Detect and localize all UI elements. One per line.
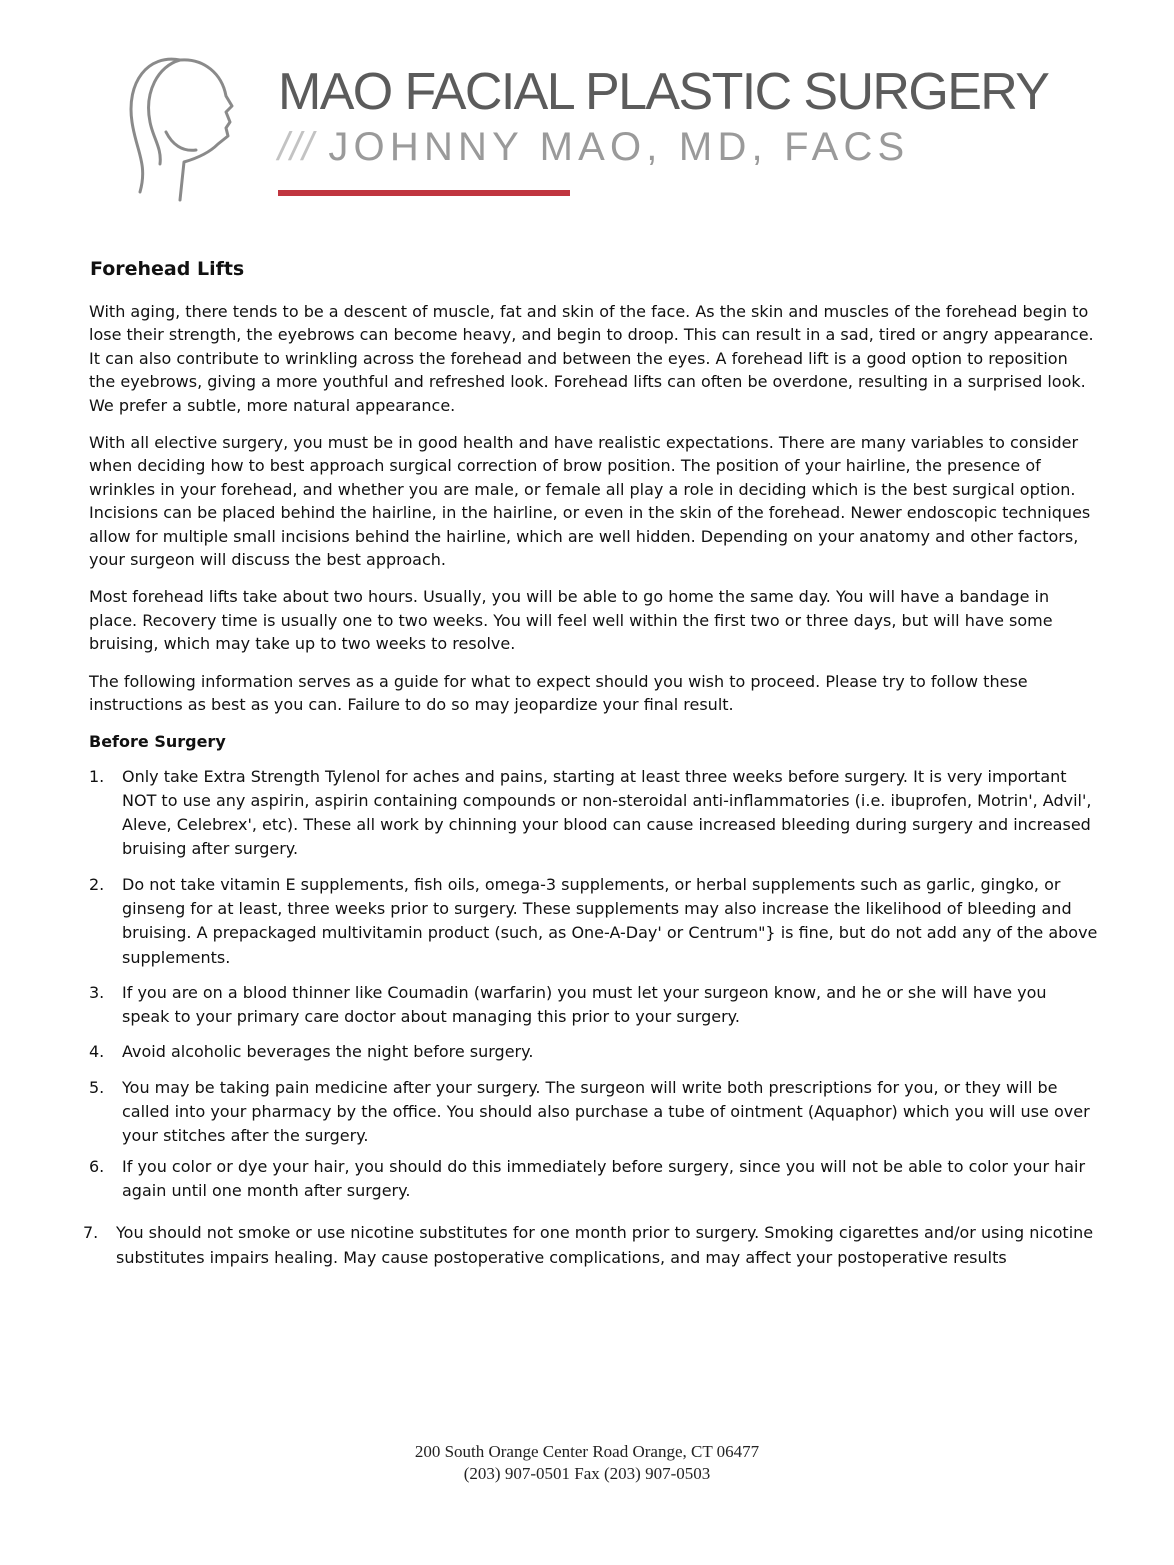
- guide-paragraph: The following information serves as a guide for what to expect should you wish to proceed. Please try to follow these instructions as best as you can. Failure to do so may jeopardize your final result.: [89, 671, 1028, 715]
- brand-slashes: ///: [278, 125, 315, 169]
- list-text: Avoid alcoholic beverages the night before surgery.: [122, 1042, 534, 1062]
- section-title: Before Surgery: [89, 731, 226, 751]
- list-item: [83, 1221, 1099, 1270]
- document-body: [83, 256, 1099, 1281]
- footer-address: 200 South Orange Center Road Orange, CT 06477: [414, 1442, 760, 1461]
- list-text: Do not take vitamin E supplements, fish oils, omega-3 supplements, or herbal supplements such as garlic, gingko, or ginseng for at least, three weeks prior to surgery. These supplements may also increase the likelihood of bleeding and bruising. A prepackaged multivitamin product (such, as One-A-Day' or Centrum"} is fine, but do not add any of the above supplements.: [122, 874, 1098, 967]
- candidacy-paragraph: With all elective surgery, you must be in good health and have realistic expectations. There are many variables to consider when deciding how to best approach surgical correction of brow position. The position of your hairline, the presence of wrinkles in your forehead, and whether you are male, or female all play a role in deciding which is the best surgical option. Incisions can be placed behind the hairline, in the hairline, or even in the skin of the forehead. Newer endoscopic techniques allow for multiple small incisions behind the hairline, which are well hidden. Depending on your anatomy and other factors, your surgeon will discuss the best approach.: [89, 433, 1091, 570]
- list-text: Only take Extra Strength Tylenol for aches and pains, starting at least three weeks before surgery. It is very important NOT to use any aspirin, aspirin containing compounds or non-steroidal anti-inflammatories (i.e. ibuprofen, Motrin', Advil', Aleve, Celebrex', etc). These all work by chinning your blood can cause increased bleeding during surgery and increased bruising after surgery.: [122, 766, 1092, 859]
- footer-contact: [0, 1441, 1174, 1485]
- list-number: 1.: [89, 766, 105, 786]
- brand-accent-rule: [278, 190, 570, 196]
- brand-name: MAO FACIAL PLASTIC SURGERY: [278, 63, 1049, 121]
- footer-phone-fax: (203) 907-0501 Fax (203) 907-0503: [463, 1464, 711, 1483]
- list-item: [89, 873, 1099, 970]
- list-item: [89, 1155, 1099, 1204]
- list-text: You should not smoke or use nicotine substitutes for one month prior to surgery. Smoking cigarettes and/or using nicotine substitutes impairs healing. May cause postoperative complications, and may affect your postoperative results: [116, 1223, 1094, 1267]
- document-title: Forehead Lifts: [90, 258, 245, 280]
- procedure-paragraph: Most forehead lifts take about two hours. Usually, you will be able to go home the same day. You will have a bandage in place. Recovery time is usually one to two weeks. You will feel well within the first two or three days, but will have some bruising, which may take up to two weeks to resolve.: [89, 587, 1053, 654]
- list-text: If you color or dye your hair, you should do this immediately before surgery, since you will not be able to color your hair again until one month after surgery.: [122, 1156, 1086, 1200]
- list-text: If you are on a blood thinner like Coumadin (warfarin) you must let your surgeon know, and he or she will have you speak to your primary care doctor about managing this prior to your surgery.: [122, 982, 1047, 1027]
- list-number: 6.: [89, 1156, 105, 1176]
- list-item: [89, 1076, 1099, 1149]
- practice-logo: [0, 0, 1174, 240]
- instructions-list: [83, 765, 1099, 1270]
- list-item: [89, 981, 1099, 1030]
- face-profile-icon: [118, 52, 258, 212]
- list-text: You may be taking pain medicine after your surgery. The surgeon will write both prescriptions for you, or they will be called into your pharmacy by the office. You should also purchase a tube of ointment (Aquaphor) which you will use over your stitches after the surgery.: [122, 1077, 1090, 1146]
- list-number: 7.: [83, 1223, 99, 1243]
- list-number: 3.: [89, 982, 105, 1002]
- list-number: 5.: [89, 1077, 105, 1097]
- doctor-name-line: [278, 124, 909, 170]
- list-item: [89, 765, 1099, 862]
- list-number: 2.: [89, 874, 105, 894]
- list-item: [89, 1040, 1099, 1064]
- doctor-name: JOHNNY MAO, MD, FACS: [328, 125, 910, 169]
- list-number: 4.: [89, 1042, 105, 1062]
- intro-paragraph: With aging, there tends to be a descent of muscle, fat and skin of the face. As the skin and muscles of the forehead begin to lose their strength, the eyebrows can become heavy, and begin to droop. This can result in a sad, tired or angry appearance. It can also contribute to wrinkling across the forehead and between the eyes. A forehead lift is a good option to reposition the eyebrows, giving a more youthful and refreshed look. Forehead lifts can often be overdone, resulting in a surprised look. We prefer a subtle, more natural appearance.: [89, 302, 1094, 415]
